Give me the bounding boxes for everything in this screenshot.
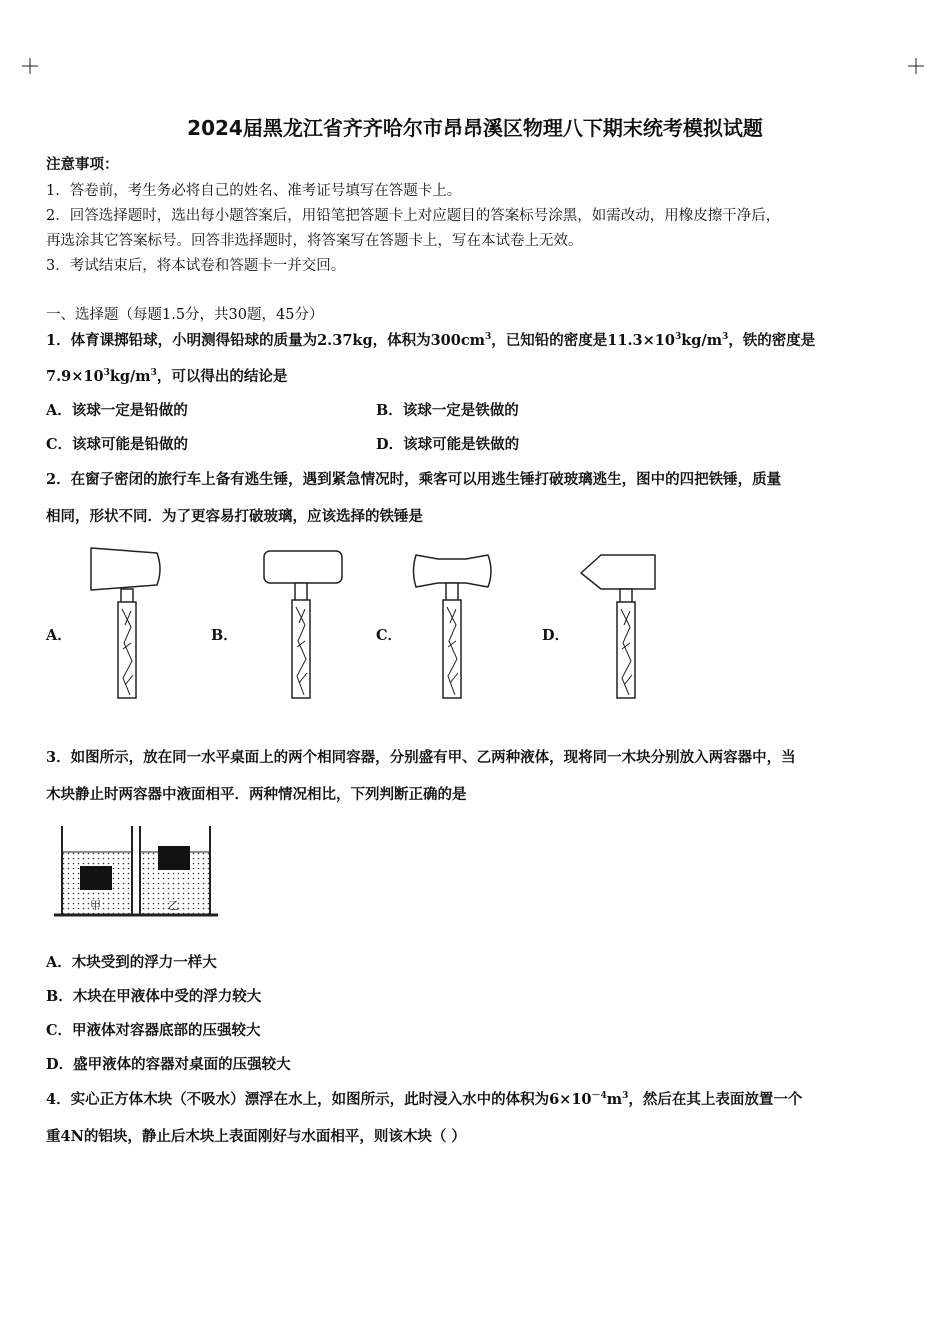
q2-label-a[interactable]: A． — [46, 627, 72, 644]
q3-option-d[interactable]: D．盛甲液体的容器对桌面的压强较大 — [46, 1056, 291, 1073]
q1-option-c[interactable]: C．该球可能是铅做的 — [46, 436, 189, 453]
q2-label-d[interactable]: D． — [542, 627, 570, 644]
section-heading: 一、选择题（每题1.5分，共30题，45分） — [46, 307, 324, 323]
hammer-a-figure — [85, 545, 175, 705]
q1-sup: 3 — [674, 332, 682, 343]
notice-item: 再选涂其它答案标号。回答非选择题时，将答案写在答题卡上，写在本试卷上无效。 — [46, 233, 583, 249]
question-1-line-1 — [46, 329, 815, 350]
q1-option-d[interactable]: D．该球可能是铁做的 — [376, 436, 520, 453]
hammer-c-head — [414, 555, 492, 587]
notice-item: 3．考试结束后，将本试卷和答题卡一并交回。 — [46, 258, 346, 274]
q1-sup: 3 — [722, 332, 729, 343]
q3-option-a[interactable]: A．木块受到的浮力一样大 — [46, 954, 217, 971]
question-4-line-2: 重4N的铝块，静止后木块上表面刚好与水面相平，则该木块（ ） — [46, 1128, 466, 1145]
q1-option-b[interactable]: B．该球一定是铁做的 — [376, 402, 519, 419]
notice-item: 1．答卷前，考生务必将自己的姓名、准考证号填写在答题卡上。 — [46, 183, 462, 199]
hammer-c-figure — [410, 545, 500, 705]
q3-option-c[interactable]: C．甲液体对容器底部的压强较大 — [46, 1022, 261, 1039]
hammer-d-figure — [575, 545, 665, 705]
q1-text: 1．体育课掷铅球，小明测得铅球的质量为2.37kg，体积为300cm — [46, 332, 486, 349]
containers-figure — [52, 822, 222, 926]
q1-text: kg/m — [681, 332, 723, 349]
wood-block-jia — [80, 866, 112, 890]
q1-option-a[interactable]: A．该球一定是铅做的 — [46, 402, 188, 419]
q2-label-b[interactable]: B． — [211, 627, 238, 644]
q1-text: 7.9×10 — [46, 368, 104, 385]
q1-text: ，铁的密度是 — [728, 332, 816, 349]
q3-option-b[interactable]: B．木块在甲液体中受的浮力较大 — [46, 988, 262, 1005]
question-2-line-2: 相同，形状不同．为了更容易打破玻璃，应该选择的铁锤是 — [46, 508, 423, 525]
q1-text: ，可以得出的结论是 — [156, 368, 288, 385]
wood-block-yi — [158, 846, 190, 870]
question-3-line-1: 3．如图所示，放在同一水平桌面上的两个相同容器，分别盛有甲、乙两种液体，现将同一木块分别放入两容器中，当 — [46, 749, 796, 766]
q4-sup: －4 — [591, 1091, 607, 1102]
notice-heading: 注意事项： — [46, 156, 119, 173]
q4-text: ，然后在其上表面放置一个 — [628, 1091, 803, 1108]
question-2-line-1: 2．在窗子密闭的旅行车上备有逃生锤，遇到紧急情况时，乘客可以用逃生锤打破玻璃逃生，图中的四把铁锤，质量 — [46, 471, 782, 488]
question-4-line-1 — [46, 1088, 802, 1109]
notice-item: 2．回答选择题时，选出每小题答案后，用铅笔把答题卡上对应题目的答案标号涂黑，如需改动，用橡皮擦干净后， — [46, 208, 781, 224]
question-3-line-2: 木块静止时两容器中液面相平．两种情况相比，下列判断正确的是 — [46, 786, 467, 803]
page-title: 2024届黑龙江省齐齐哈尔市昂昂溪区物理八下期末统考模拟试题 — [187, 116, 763, 140]
hammer-b-figure — [258, 545, 348, 705]
q4-text: 4．实心正方体木块（不吸水）漂浮在水上，如图所示，此时浸入水中的体积为6×10 — [46, 1091, 592, 1108]
q1-text: kg/m — [109, 368, 151, 385]
hammer-a-head — [91, 548, 160, 590]
q4-text: m — [606, 1091, 623, 1108]
q2-label-c[interactable]: C． — [376, 627, 403, 644]
hammer-b-head — [264, 551, 342, 583]
q1-sup: 3 — [485, 332, 492, 343]
question-1-line-2 — [46, 365, 287, 386]
q1-sup: 3 — [103, 368, 110, 379]
q1-text: ，已知铅的密度是11.3×10 — [491, 332, 675, 349]
corner-mark-icon — [908, 58, 924, 74]
q4-sup: 3 — [622, 1091, 629, 1102]
corner-mark-icon — [22, 58, 38, 74]
hammer-d-head — [581, 555, 655, 589]
label-yi: 乙 — [168, 899, 179, 912]
q1-sup: 3 — [150, 368, 157, 379]
label-jia: 甲 — [90, 899, 101, 912]
